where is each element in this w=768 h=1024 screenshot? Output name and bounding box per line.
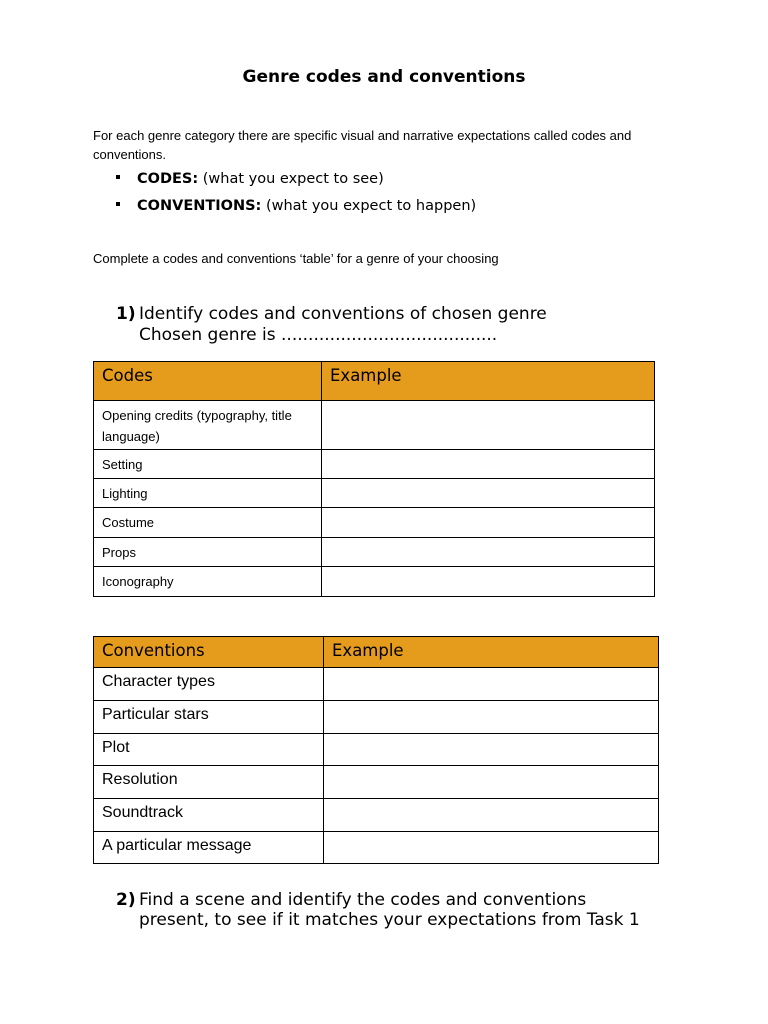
intro-paragraph: For each genre category there are specific visual and narrative expectations called codes and conventions. (93, 128, 632, 162)
table-header-row (94, 362, 655, 401)
convention-label: Resolution (94, 766, 324, 799)
square-bullet-icon (116, 175, 120, 179)
code-label: Iconography (94, 567, 322, 597)
code-label: Lighting (94, 479, 322, 508)
example-cell[interactable] (324, 701, 659, 734)
bullet-desc: (what you expect to see) (202, 171, 384, 187)
column-header: Example (324, 637, 659, 668)
column-header: Conventions (94, 637, 324, 668)
example-cell[interactable] (324, 832, 659, 864)
table-row (94, 508, 655, 538)
square-bullet-icon (116, 202, 120, 206)
table-row (94, 701, 659, 734)
example-cell[interactable] (322, 508, 655, 538)
task-2-text: Find a scene and identify the codes and conventions present, to see if it matches your expectations from Task 1 (139, 890, 640, 930)
codes-table (93, 361, 655, 597)
table-row (94, 766, 659, 799)
bullet-term: CODES: (137, 171, 199, 187)
convention-label: Character types (94, 668, 324, 701)
convention-label: Soundtrack (94, 799, 324, 832)
example-cell[interactable] (324, 799, 659, 832)
example-cell[interactable] (322, 567, 655, 597)
task-1 (116, 304, 636, 346)
bullet-term: CONVENTIONS: (137, 198, 262, 214)
bullet-list (116, 169, 476, 223)
bullet-item-conventions (116, 196, 476, 223)
table-row (94, 401, 655, 450)
task-number: 1) (116, 304, 136, 324)
table-row (94, 450, 655, 479)
task-2 (116, 890, 661, 930)
example-cell[interactable] (324, 668, 659, 701)
instruction-text: Complete a codes and conventions ‘table’ for a genre of your choosing (93, 251, 499, 266)
conventions-table (93, 636, 659, 864)
example-cell[interactable] (322, 450, 655, 479)
example-cell[interactable] (324, 734, 659, 766)
table-row (94, 832, 659, 864)
page-title: Genre codes and conventions (242, 67, 526, 87)
table-row (94, 567, 655, 597)
code-label: Setting (94, 450, 322, 479)
table-row (94, 538, 655, 567)
task-number: 2) (116, 890, 136, 910)
convention-label: Particular stars (94, 701, 324, 734)
table-header-row (94, 637, 659, 668)
table-row (94, 479, 655, 508)
example-cell[interactable] (322, 538, 655, 567)
convention-label: Plot (94, 734, 324, 766)
bullet-desc: (what you expect to happen) (265, 198, 477, 214)
task-1-line-1: Identify codes and conventions of chosen genre (139, 304, 547, 324)
example-cell[interactable] (324, 766, 659, 799)
chosen-genre-line: Chosen genre is ........................................ (139, 325, 498, 345)
column-header: Codes (94, 362, 322, 401)
example-cell[interactable] (322, 401, 655, 450)
bullet-item-codes (116, 169, 476, 196)
code-label: Opening credits (typography, title language) (94, 401, 322, 450)
column-header: Example (322, 362, 655, 401)
code-label: Costume (94, 508, 322, 538)
table-row (94, 734, 659, 766)
table-row (94, 668, 659, 701)
table-row (94, 799, 659, 832)
code-label: Props (94, 538, 322, 567)
convention-label: A particular message (94, 832, 324, 864)
example-cell[interactable] (322, 479, 655, 508)
